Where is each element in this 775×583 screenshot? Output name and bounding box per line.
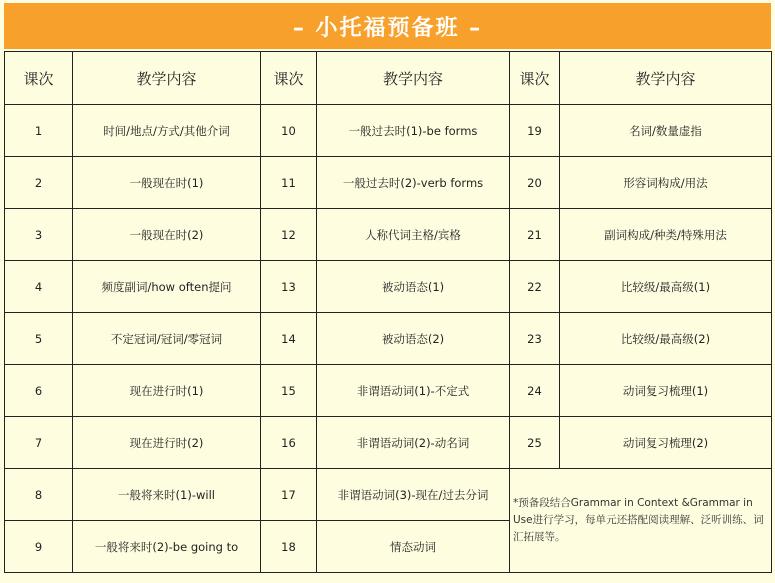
lesson-number: 4 <box>5 261 73 313</box>
lesson-content: 副词构成/种类/特殊用法 <box>560 209 772 261</box>
lesson-content: 非谓语动词(1)-不定式 <box>317 365 510 417</box>
lesson-number: 2 <box>5 157 73 209</box>
lesson-number: 8 <box>5 469 73 521</box>
table-row <box>5 469 772 521</box>
lesson-content: 比较级/最高级(1) <box>560 261 772 313</box>
table-row <box>5 105 772 157</box>
lesson-content: 非谓语动词(3)-现在/过去分词 <box>317 469 510 521</box>
table-row <box>5 417 772 469</box>
lesson-number: 10 <box>261 105 317 157</box>
lesson-content: 形容词构成/用法 <box>560 157 772 209</box>
lesson-content: 不定冠词/冠词/零冠词 <box>73 313 261 365</box>
lesson-header: 课次 <box>510 52 560 105</box>
lesson-number: 25 <box>510 417 560 469</box>
lesson-number: 9 <box>5 521 73 573</box>
lesson-number: 21 <box>510 209 560 261</box>
lesson-content: 时间/地点/方式/其他介词 <box>73 105 261 157</box>
table-row <box>5 157 772 209</box>
page-title: – 小托福预备班 – <box>4 3 771 49</box>
lesson-content: 名词/数量虚指 <box>560 105 772 157</box>
table-row <box>5 209 772 261</box>
lesson-content: 被动语态(1) <box>317 261 510 313</box>
lesson-content: 比较级/最高级(2) <box>560 313 772 365</box>
lesson-number: 19 <box>510 105 560 157</box>
lesson-number: 12 <box>261 209 317 261</box>
table-row <box>5 261 772 313</box>
lesson-number: 22 <box>510 261 560 313</box>
lesson-number: 1 <box>5 105 73 157</box>
table-row <box>5 313 772 365</box>
lesson-content: 非谓语动词(2)-动名词 <box>317 417 510 469</box>
header-row <box>5 52 772 105</box>
study-note: *预备段结合Grammar in Context &Grammar in Use进行学习，每单元还搭配阅读理解、泛听训练、词汇拓展等。 <box>510 469 772 573</box>
content-header: 教学内容 <box>560 52 772 105</box>
lesson-content: 一般现在时(1) <box>73 157 261 209</box>
lesson-number: 5 <box>5 313 73 365</box>
lesson-content: 被动语态(2) <box>317 313 510 365</box>
lesson-content: 动词复习梳理(1) <box>560 365 772 417</box>
lesson-content: 一般现在时(2) <box>73 209 261 261</box>
lesson-number: 14 <box>261 313 317 365</box>
lesson-content: 现在进行时(2) <box>73 417 261 469</box>
lesson-content: 情态动词 <box>317 521 510 573</box>
table-row <box>5 365 772 417</box>
lesson-number: 3 <box>5 209 73 261</box>
lesson-number: 17 <box>261 469 317 521</box>
lesson-content: 一般过去时(1)-be forms <box>317 105 510 157</box>
lesson-number: 24 <box>510 365 560 417</box>
lesson-header: 课次 <box>261 52 317 105</box>
lesson-number: 6 <box>5 365 73 417</box>
lesson-number: 13 <box>261 261 317 313</box>
lesson-content: 人称代词主格/宾格 <box>317 209 510 261</box>
lesson-number: 15 <box>261 365 317 417</box>
lesson-content: 频度副词/how often提问 <box>73 261 261 313</box>
course-schedule-table <box>4 51 772 573</box>
lesson-content: 一般将来时(2)-be going to <box>73 521 261 573</box>
lesson-content: 现在进行时(1) <box>73 365 261 417</box>
lesson-content: 动词复习梳理(2) <box>560 417 772 469</box>
lesson-number: 20 <box>510 157 560 209</box>
lesson-number: 18 <box>261 521 317 573</box>
lesson-number: 16 <box>261 417 317 469</box>
lesson-number: 11 <box>261 157 317 209</box>
lesson-number: 7 <box>5 417 73 469</box>
lesson-content: 一般将来时(1)-will <box>73 469 261 521</box>
content-header: 教学内容 <box>73 52 261 105</box>
lesson-number: 23 <box>510 313 560 365</box>
lesson-content: 一般过去时(2)-verb forms <box>317 157 510 209</box>
lesson-header: 课次 <box>5 52 73 105</box>
content-header: 教学内容 <box>317 52 510 105</box>
